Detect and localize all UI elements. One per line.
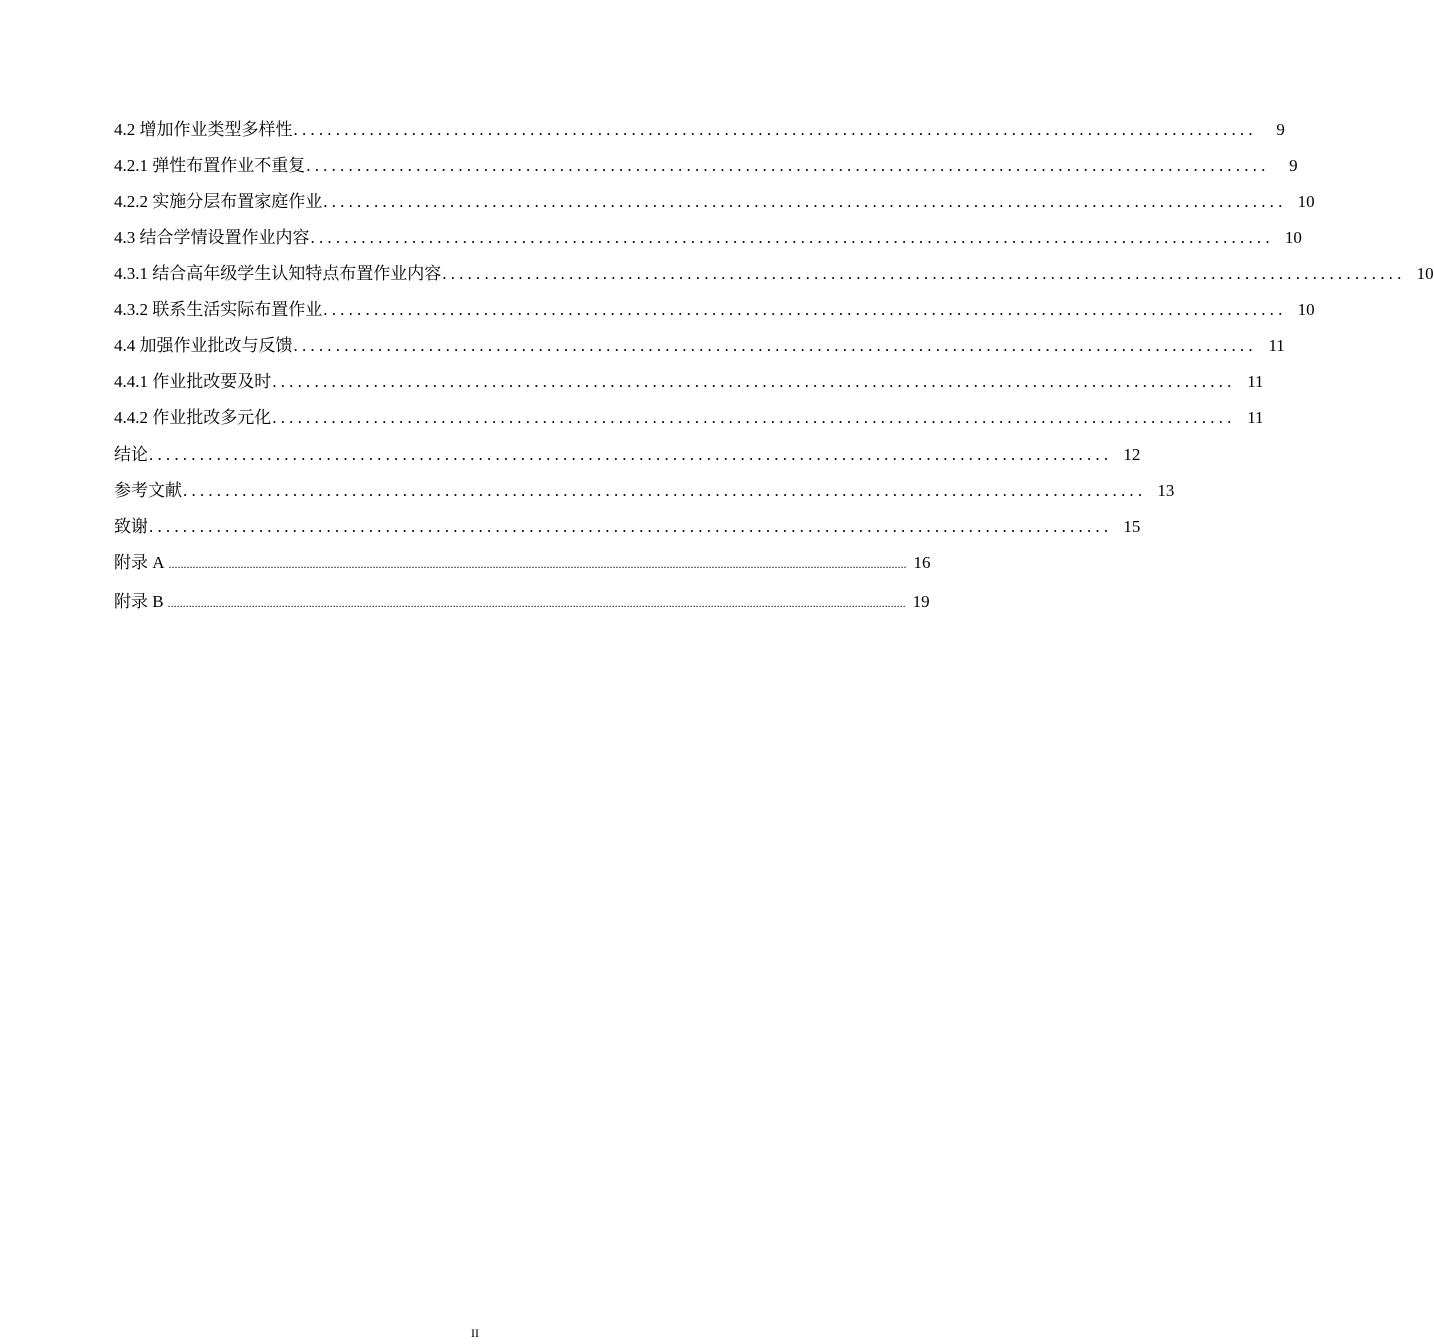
toc-dot-leader: .................................................................................................................. — [293, 120, 1257, 139]
toc-dot-leader: .................................................................................................................. — [149, 517, 1113, 536]
toc-dot-leader: .................................................................................................................. — [323, 192, 1287, 211]
toc-entry-title: 附录 A — [114, 553, 165, 572]
toc-entry-title: 4.4 加强作业批改与反馈 — [114, 336, 293, 355]
toc-entry-page: 10 — [1416, 264, 1434, 283]
toc-entry-title: 4.2.2 实施分层布置家庭作业 — [114, 192, 323, 211]
toc-entry-title: 4.3.1 结合高年级学生认知特点布置作业内容 — [114, 264, 442, 283]
toc-entry-title: 4.2 增加作业类型多样性 — [114, 120, 293, 139]
toc-entry-title: 致谢 — [114, 517, 148, 536]
toc-entry[interactable] — [114, 118, 1285, 142]
toc-entry-title: 结论 — [114, 445, 148, 464]
toc-dot-leader: .................................................................................................................. — [272, 372, 1236, 391]
toc-entry-title: 4.3 结合学情设置作业内容 — [114, 228, 310, 247]
toc-dot-leader: .................................................................................................................. — [183, 481, 1147, 500]
toc-entry-page: 11 — [1247, 372, 1264, 391]
toc-entry-title: 参考文献 — [114, 481, 182, 500]
toc-entry[interactable] — [114, 190, 1315, 214]
page-number-footer: II — [471, 1326, 479, 1340]
toc-dot-leader: .................................................................................................................. — [323, 300, 1287, 319]
toc-dot-leader: .................................................................................................................. — [293, 336, 1257, 355]
toc-entry-title: 附录 B — [114, 592, 164, 611]
toc-entry-title: 4.4.2 作业批改多元化 — [114, 408, 272, 427]
toc-entry-title: 4.4.1 作业批改要及时 — [114, 372, 272, 391]
toc-entry[interactable] — [114, 551, 931, 575]
toc-entry-page: 16 — [913, 553, 931, 572]
toc-dot-leader: .................................................................................................................. — [272, 408, 1236, 427]
toc-dot-leader: .................................................................................................................. — [310, 228, 1274, 247]
toc-entry[interactable] — [114, 226, 1302, 250]
toc-entry-page: 10 — [1297, 300, 1315, 319]
toc-entry-page: 10 — [1284, 228, 1302, 247]
toc-entry[interactable] — [114, 298, 1315, 322]
toc-entry-page: 11 — [1268, 336, 1285, 355]
toc-entry[interactable] — [114, 262, 1434, 286]
toc-entry-page: 9 — [1289, 156, 1298, 175]
toc-entry[interactable] — [114, 154, 1298, 178]
toc-dot-leader: ...................................................................................................................................................................................................................................................... — [168, 557, 907, 571]
toc-entry-page: 11 — [1247, 408, 1264, 427]
toc-entry[interactable] — [114, 590, 930, 614]
toc-entry-page: 12 — [1123, 445, 1141, 464]
toc-entry[interactable] — [114, 479, 1175, 503]
toc-entry-page: 19 — [912, 592, 930, 611]
toc-entry[interactable] — [114, 334, 1285, 358]
toc-entry[interactable] — [114, 370, 1264, 394]
toc-entry[interactable] — [114, 515, 1141, 539]
toc-entry[interactable] — [114, 443, 1141, 467]
toc-dot-leader: .................................................................................................................. — [149, 445, 1113, 464]
toc-entry-title: 4.2.1 弹性布置作业不重复 — [114, 156, 306, 175]
toc-entry[interactable] — [114, 406, 1264, 430]
toc-dot-leader: ...................................................................................................................................................................................................................................................... — [167, 596, 906, 610]
toc-entry-page: 9 — [1276, 120, 1285, 139]
toc-entry-page: 15 — [1123, 517, 1141, 536]
toc-entry-page: 13 — [1157, 481, 1175, 500]
toc-dot-leader: .................................................................................................................. — [306, 156, 1270, 175]
toc-entry-page: 10 — [1297, 192, 1315, 211]
toc-entry-title: 4.3.2 联系生活实际布置作业 — [114, 300, 323, 319]
toc-dot-leader: .................................................................................................................. — [442, 264, 1406, 283]
